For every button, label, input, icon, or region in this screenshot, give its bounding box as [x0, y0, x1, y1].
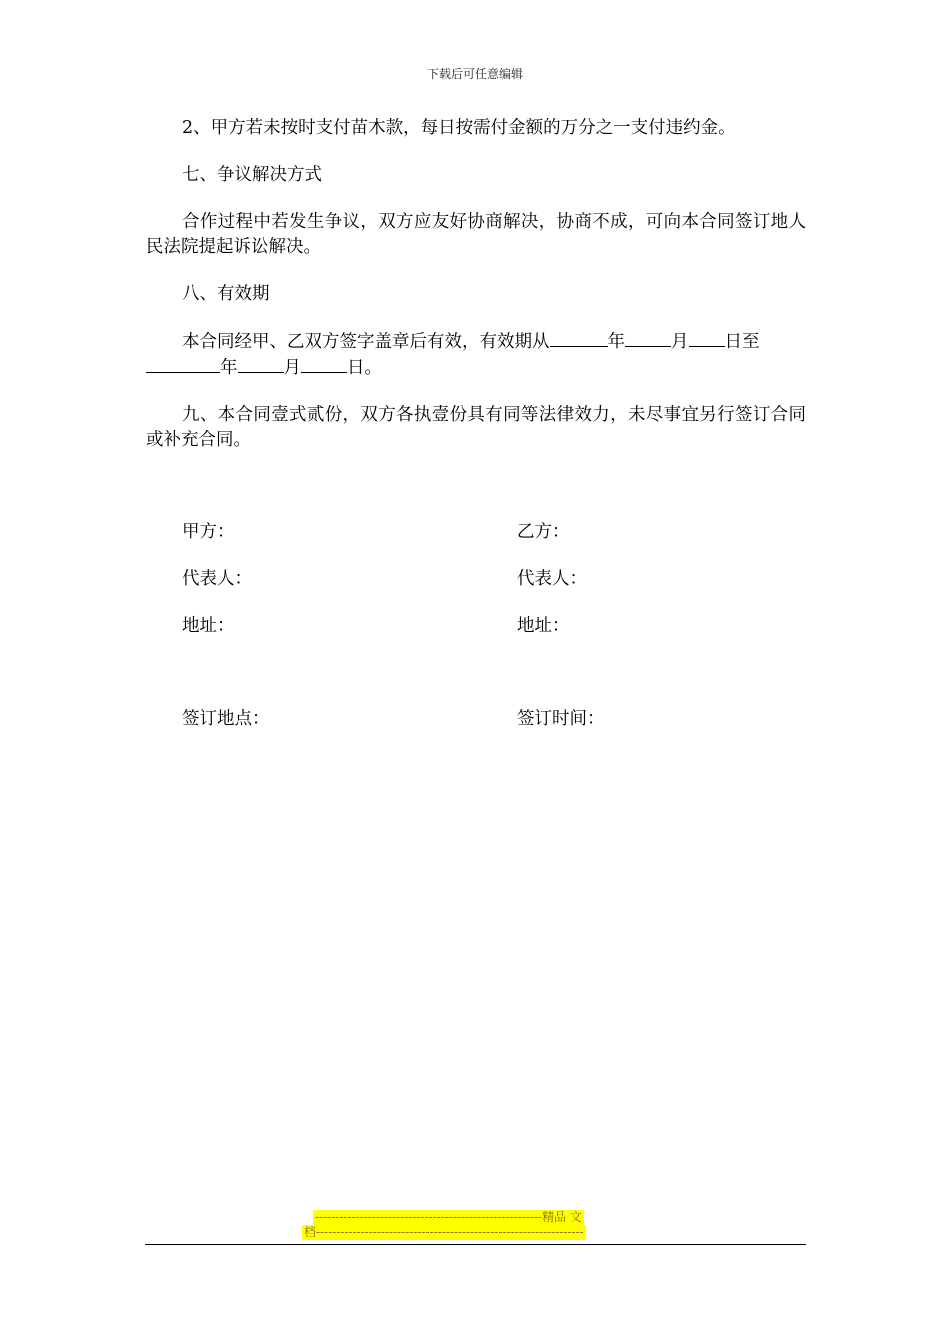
party-a-address-label: 地址：: [182, 616, 235, 636]
party-b-address-label: 地址：: [517, 616, 570, 636]
clause-dispute-resolution: 合作过程中若发生争议，双方应友好协商解决，协商不成，可向本合同签订地人民法院提起诉讼解决。: [146, 212, 806, 257]
blank-end-month: [238, 355, 284, 373]
signature-row-place-time: [182, 707, 782, 754]
clause-validity-period: [146, 329, 806, 381]
blank-start-month: [625, 329, 671, 347]
footer-watermark: [302, 1210, 648, 1240]
blank-start-year: [550, 329, 608, 347]
label-year-end: 年: [220, 358, 238, 378]
label-month-end: 月: [283, 358, 301, 378]
section-title-validity: 八、有效期: [182, 284, 270, 304]
page-header: 下载后可任意编辑: [426, 67, 523, 81]
signature-row-address: [182, 614, 782, 661]
label-day-end: 日。: [347, 358, 382, 378]
document-body: [146, 116, 806, 475]
signing-time-label: 签订时间：: [517, 709, 605, 729]
signature-row-party: [182, 520, 782, 567]
label-day-to: 日至: [724, 332, 760, 352]
clause-copies: 九、本合同壹式贰份，双方各执壹份具有同等法律效力，未尽事宜另行签订合同或补充合同。: [146, 405, 806, 450]
signature-block: [182, 520, 782, 754]
party-b-representative-label: 代表人：: [517, 569, 587, 589]
label-year: 年: [607, 332, 625, 352]
blank-start-day: [689, 329, 725, 347]
validity-text: 本合同经甲、乙双方签字盖章后有效，有效期从: [182, 332, 550, 352]
section-title-dispute: 七、争议解决方式: [182, 165, 322, 185]
party-a-label: 甲方：: [182, 522, 235, 542]
watermark-line-1: --------------------------------------------------------精品 文: [315, 1210, 582, 1224]
blank-end-day: [301, 355, 347, 373]
signature-row-representative: [182, 567, 782, 614]
clause-late-payment: 2、甲方若未按时支付苗木款，每日按需付金额的万分之一支付违约金。: [182, 118, 736, 138]
party-a-representative-label: 代表人：: [182, 569, 252, 589]
label-month: 月: [671, 332, 689, 352]
party-b-label: 乙方：: [517, 522, 570, 542]
signing-place-label: 签订地点：: [182, 709, 270, 729]
watermark-line-2: 档------------------------------------------------------------------: [304, 1225, 584, 1239]
footer-divider: [145, 1244, 806, 1245]
blank-end-year: [146, 355, 220, 373]
